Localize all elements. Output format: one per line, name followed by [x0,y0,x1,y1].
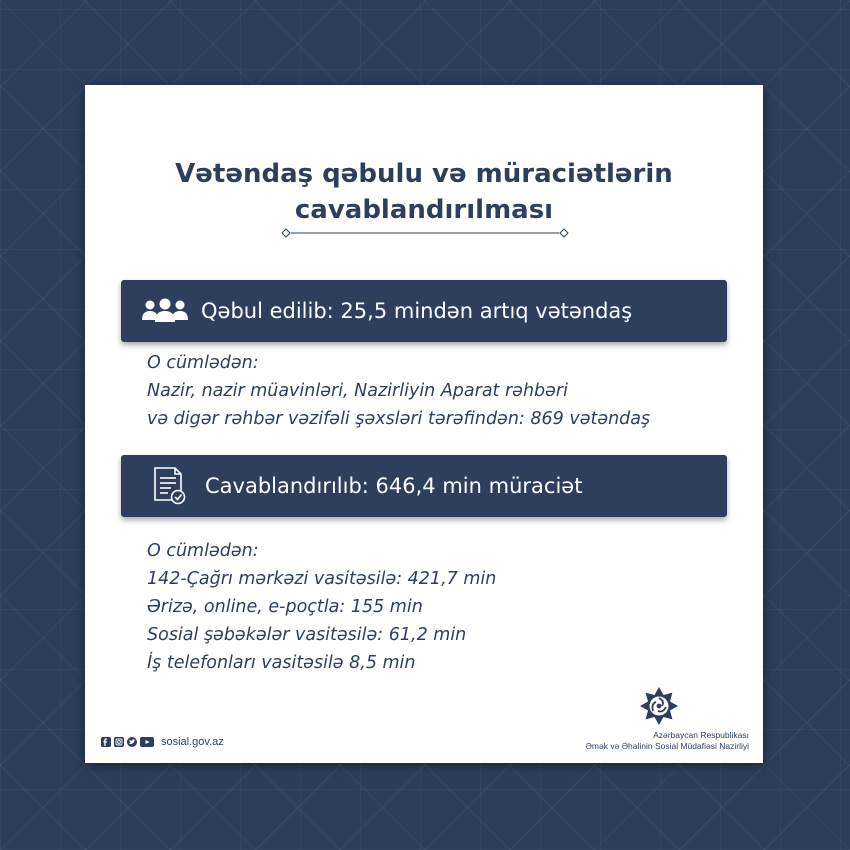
ministry-emblem-icon [639,686,679,726]
received-details-line: O cümlədən: [147,353,259,373]
infographic-card [85,85,763,763]
answered-details-line: Ərizə, online, e-poçtla: 155 min [147,597,423,617]
answered-details-line: Sosial şəbəkələr vasitəsilə: 61,2 min [147,625,467,645]
answered-details-line: 142-Çağrı mərkəzi vasitəsilə: 421,7 min [147,569,497,589]
document-check-icon [151,466,187,506]
instagram-icon[interactable] [114,737,124,747]
answered-requests-banner [121,455,727,517]
received-details [147,349,650,433]
answered-details-line: O cümlədən: [147,541,259,561]
ministry-name [586,730,750,752]
facebook-icon[interactable] [101,737,111,747]
people-group-icon [141,296,189,326]
page-title [85,156,763,228]
received-details-line: Nazir, nazir müavinləri, Nazirliyin Aparat rəhbəri [147,381,568,401]
title-line-1: Vətəndaş qəbulu və müraciətlərin [175,159,673,189]
youtube-icon[interactable] [140,737,154,747]
website-link[interactable]: sosial.gov.az [161,736,224,748]
answered-details-line: İş telefonları vasitəsilə 8,5 min [147,653,416,673]
received-details-line: və digər rəhbər vəzifəli şəxsləri tərəfindən: 869 vətəndaş [147,409,651,429]
answered-requests-text: Cavablandırılıb: 646,4 min müraciət [205,474,583,498]
received-citizens-text: Qəbul edilib: 25,5 mindən artıq vətəndaş [201,299,633,323]
twitter-icon[interactable] [127,737,137,747]
social-links [101,736,224,748]
received-citizens-banner [121,280,727,342]
ministry-line-2: Əmək və Əhalinin Sosial Müdafiəsi Nazirliyi [585,741,749,751]
title-line-2: cavablandırılması [294,195,554,225]
title-divider [281,228,569,238]
ministry-line-1: Azərbaycan Respublikası [653,730,749,740]
answered-details [147,537,496,677]
